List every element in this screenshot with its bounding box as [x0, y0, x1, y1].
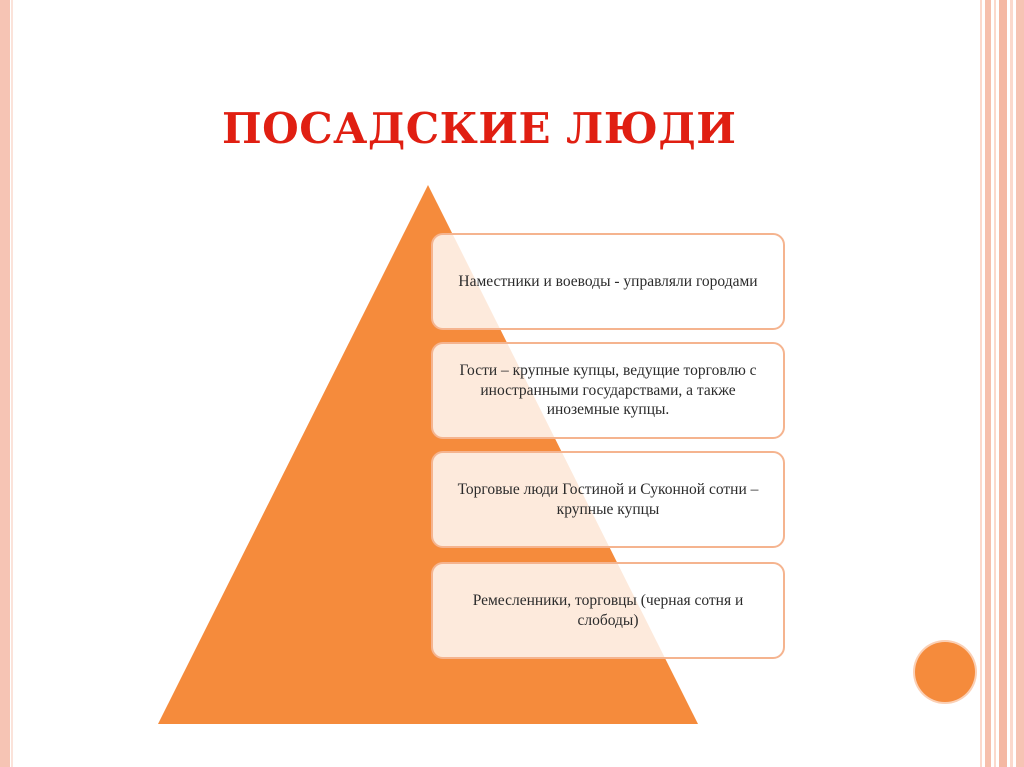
- pyramid-level-3: [431, 451, 785, 548]
- slide-title: ПОСАДСКИЕ ЛЮДИ: [222, 104, 737, 153]
- accent-circle: [915, 642, 975, 702]
- pyramid-level-3-text: Торговые люди Гостиной и Суконной сотни – крупные купцы: [457, 481, 759, 518]
- pyramid-level-1-text: Наместники и воеводы - управляли городами: [458, 272, 758, 290]
- pyramid-level-2-text: Гости – крупные купцы, ведущие торговлю с иностранными государствами, а также иноземные купцы.: [459, 362, 757, 419]
- pyramid-level-1: [431, 233, 785, 330]
- pyramid-level-2: [431, 342, 785, 439]
- pyramid-level-4: [431, 562, 785, 659]
- pyramid-level-4-text: Ремесленники, торговцы (черная сотня и слободы): [472, 592, 744, 629]
